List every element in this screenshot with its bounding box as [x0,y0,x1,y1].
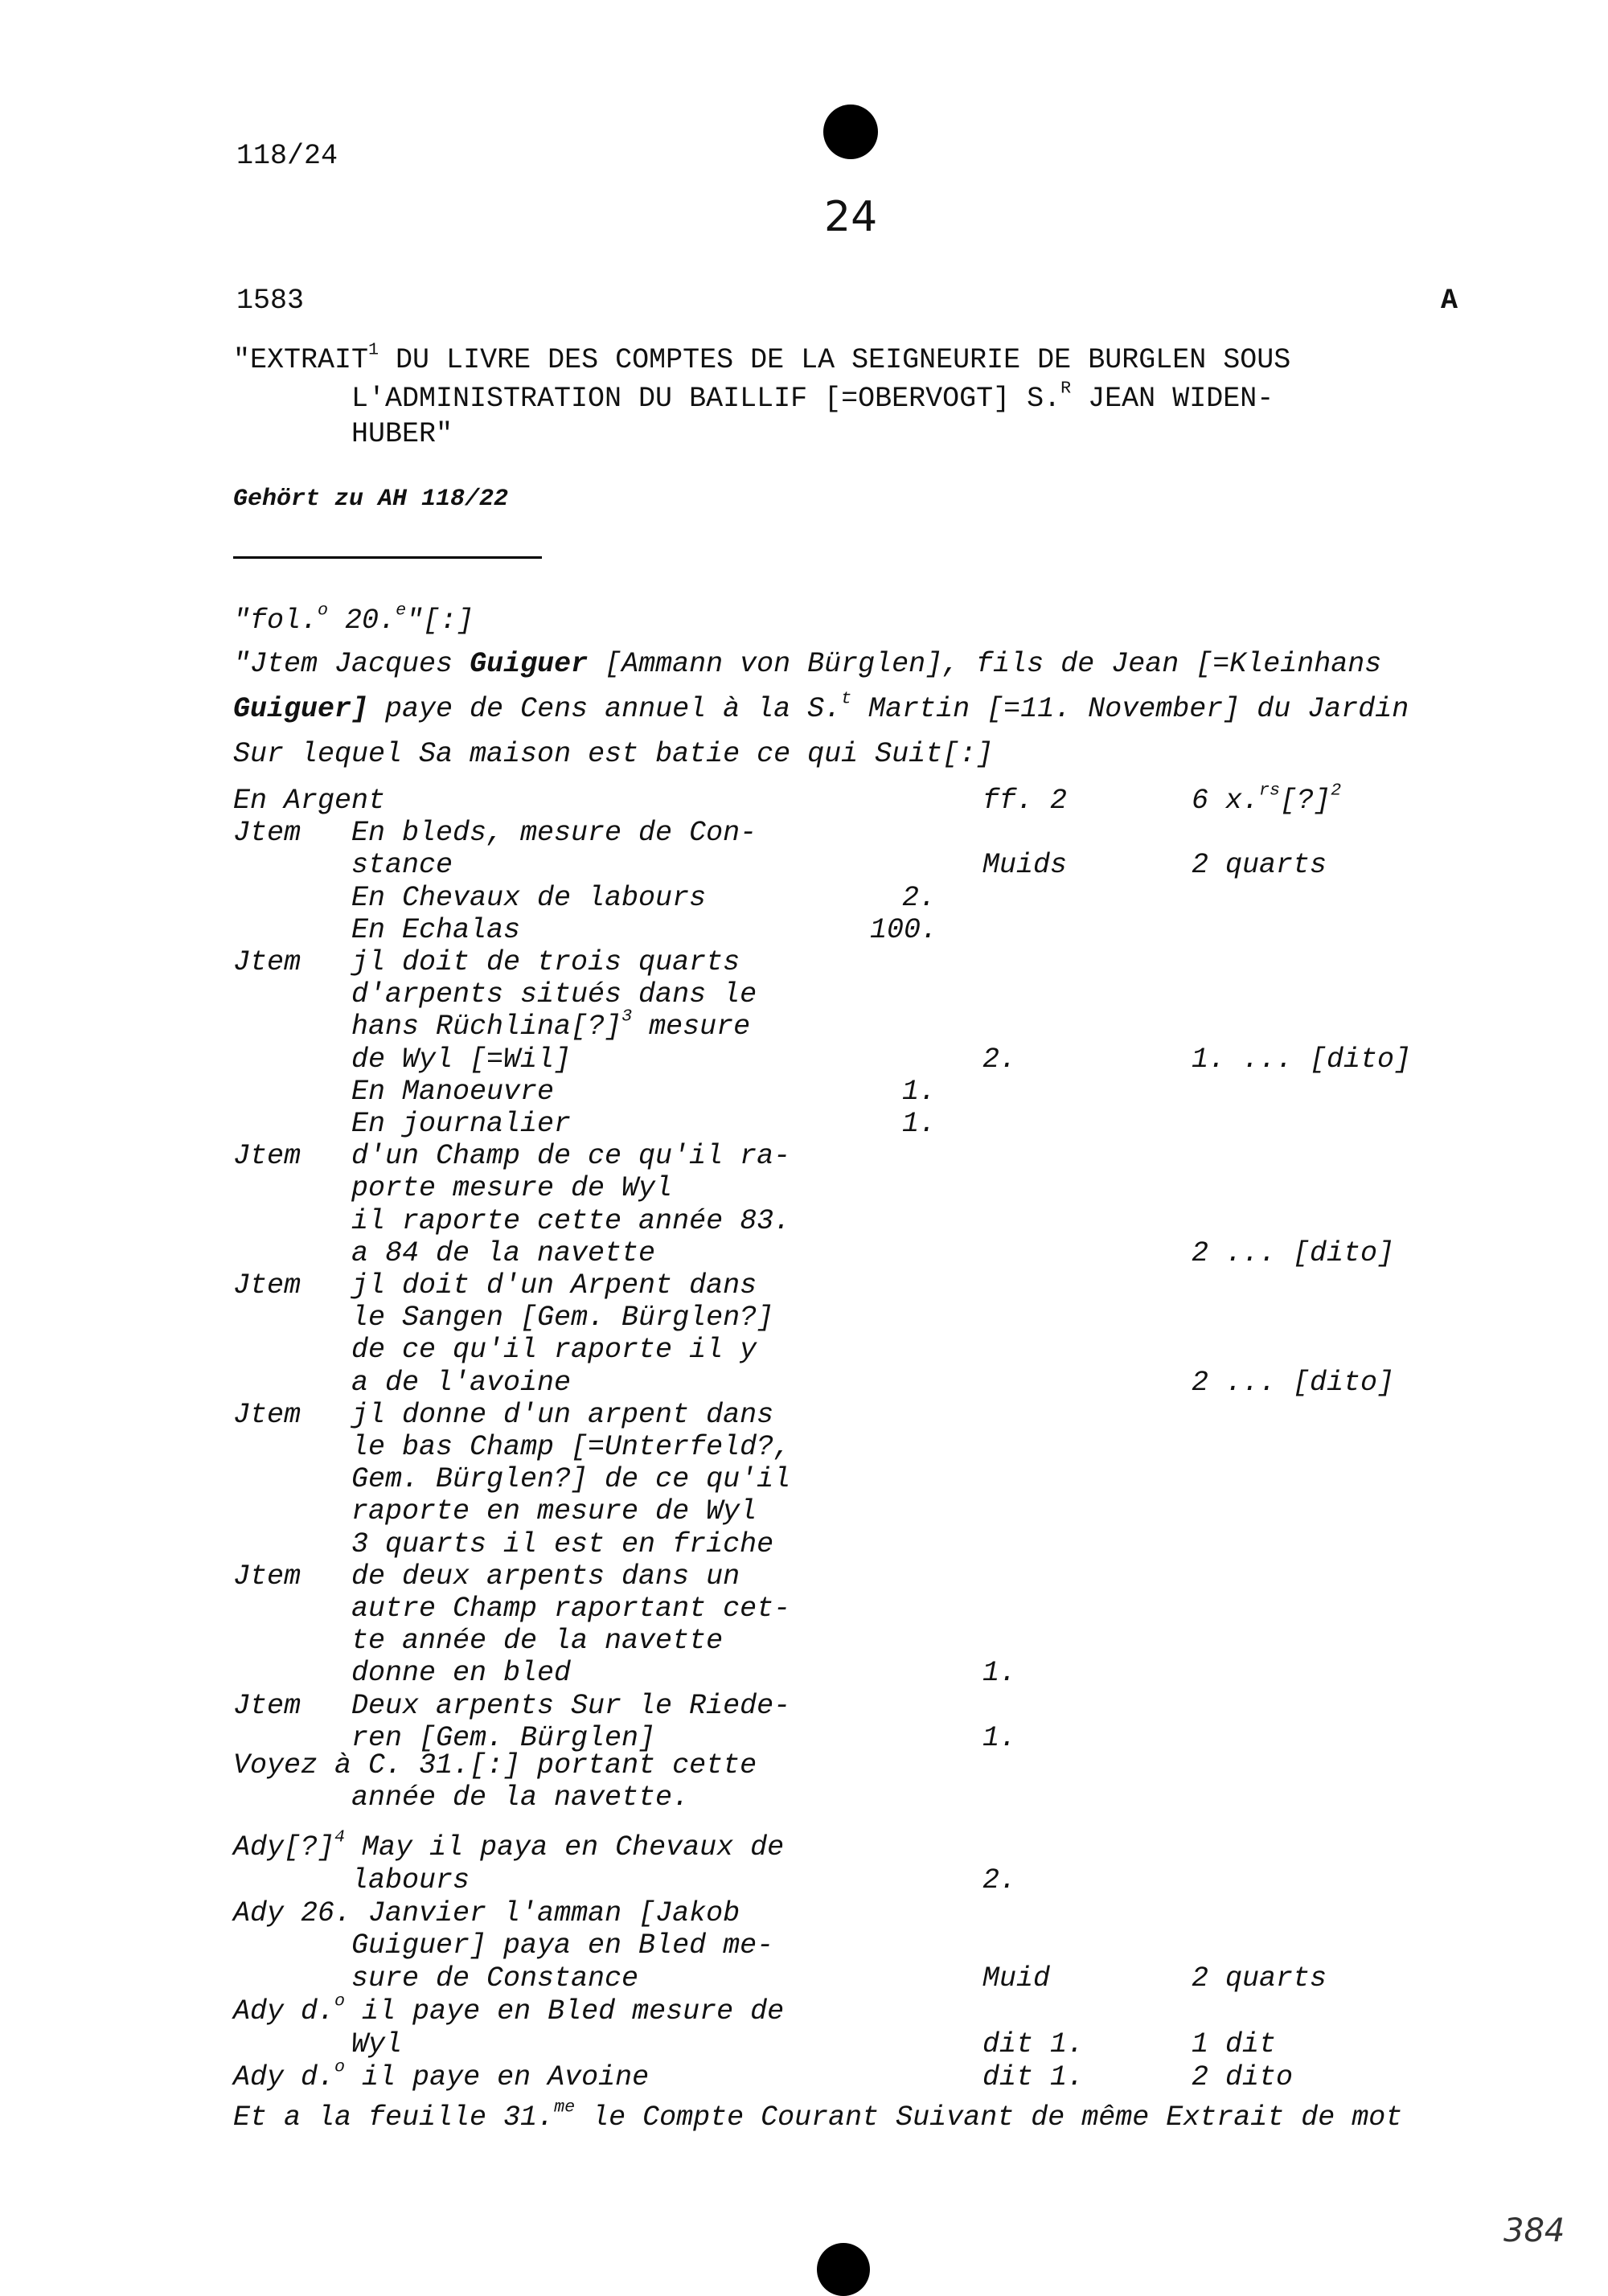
row-description: le bas Champ [=Unterfeld?, [351,1431,791,1463]
row-description: jl donne d'un arpent dans [351,1398,774,1431]
row-unit: 1. [982,1721,1017,1754]
row-value: 2 quarts [1192,849,1327,882]
voyez-line-1: Voyez à C. 31.[:] portant cette [233,1749,757,1781]
row-description: En bleds, mesure de Con- [351,817,757,850]
row-description: de deux arpents dans un [351,1560,740,1593]
intro-line-3: Sur lequel Sa maison est batie ce qui Suit[:] [233,738,994,770]
row-label: Jtem [233,1560,302,1593]
handwritten-archive-number: 384 [1503,2212,1565,2249]
row-unit: 2. [982,1043,1017,1076]
row-description: En journalier [351,1108,572,1140]
row-description: stance [351,849,453,882]
row-description: jl doit d'un Arpent dans [351,1269,757,1302]
row-description: jl doit de trois quarts [351,946,740,978]
row-label: En Argent [233,785,386,817]
ady-unit: Muid [982,1962,1051,1995]
row-description: En Manoeuvre [351,1075,555,1108]
row-description: hans Rüchlina[?]$^3$ mesure [351,1007,751,1043]
row-label: Jtem [233,1140,302,1173]
ady-value: 2 quarts [1192,1962,1327,1995]
ady-description: Guiguer] paya en Bled me- [351,1929,774,1962]
ady-description: sure de Constance [351,1962,639,1995]
row-label: Jtem [233,817,302,850]
row-description: de Wyl [=Wil] [351,1043,572,1076]
row-value: 2 ... [dito] [1192,1236,1395,1269]
ady-unit: 2. [982,1863,1017,1896]
row-description: porte mesure de Wyl [351,1172,673,1205]
ady-unit: dit 1. [982,2060,1085,2093]
ady-unit: dit 1. [982,2027,1085,2060]
row-description: il raporte cette année 83. [351,1204,791,1237]
row-description: donne en bled [351,1657,572,1690]
row-description: autre Champ raportant cet- [351,1593,791,1625]
punch-hole-bottom [817,2243,870,2296]
title-line-1: "EXTRAIT$^1$ DU LIVRE DES COMPTES DE LA SEIGNEURIE DE BURGLEN SOUS [233,339,1291,376]
row-label: Jtem [233,1689,302,1722]
row-value: 2 ... [dito] [1192,1366,1395,1399]
ady-value: 1 dit [1192,2027,1277,2060]
row-quantity: 1. [902,1108,937,1140]
title-line-2: L'ADMINISTRATION DU BAILLIF [=OBERVOGT] S.$^R$ JEAN WIDEN- [351,378,1274,415]
ady-entry: Ady 26. Janvier l'amman [Jakob [233,1896,740,1929]
row-description: En Echalas [351,913,521,946]
row-description: a de l'avoine [351,1366,572,1399]
title-line-3: HUBER" [351,418,453,450]
reference-number: 118/24 [236,140,338,172]
row-description: raporte en mesure de Wyl [351,1495,757,1528]
ady-entry: Ady[?]$^4$ May il paya en Chevaux de [233,1827,785,1863]
row-description: Gem. Bürglen?] de ce qu'il [351,1463,791,1496]
punch-hole-top [823,105,878,159]
row-label: Jtem [233,946,302,978]
row-description: le Sangen [Gem. Bürglen?] [351,1302,774,1335]
row-description: Deux arpents Sur le Riede- [351,1689,791,1722]
folio-reference: "fol.$^o$ 20.$^e$"[:] [233,600,474,637]
section-letter: A [1441,285,1458,317]
row-description: d'un Champ de ce qu'il ra- [351,1140,791,1173]
ady-entry: Ady d.$^o$ il paye en Avoine [233,2056,650,2093]
row-value: 6 x.$^{rs}$[?]$^2$ [1192,780,1342,817]
row-unit: 1. [982,1657,1017,1690]
intro-line-2: Guiguer] paye de Cens annuel à la S.$^t$ Martin [=11. November] du Jardin [233,688,1409,725]
ady-description: labours [351,1863,470,1896]
page-number: 24 [824,193,878,241]
row-quantity: 1. [902,1075,937,1108]
row-unit: ff. 2 [982,785,1068,817]
closing-line: Et a la feuille 31.$^{me}$ le Compte Courant Suivant de même Extrait de mot [233,2097,1403,2134]
row-value: 1. ... [dito] [1192,1043,1412,1076]
row-unit: Muids [982,849,1068,882]
row-description: d'arpents situés dans le [351,978,757,1011]
row-quantity: 2. [902,881,937,914]
year: 1583 [236,285,305,317]
ady-description: Wyl [351,2027,403,2060]
intro-line-1: "Jtem Jacques Guiguer [Ammann von Bürglen], fils de Jean [=Kleinhans [233,648,1382,680]
ady-value: 2 dito [1192,2060,1294,2093]
separator-rule [233,556,542,559]
row-label: Jtem [233,1398,302,1431]
voyez-line-2: année de la navette. [351,1781,690,1814]
row-description: a 84 de la navette [351,1236,656,1269]
row-description: ren [Gem. Bürglen] [351,1721,656,1754]
row-description: 3 quarts il est en friche [351,1527,774,1560]
belongs-to-note: Gehört zu AH 118/22 [233,486,509,513]
row-description: En Chevaux de labours [351,881,707,914]
row-label: Jtem [233,1269,302,1302]
row-description: te année de la navette [351,1625,724,1658]
row-quantity: 100. [870,913,938,946]
ady-entry: Ady d.$^o$ il paye en Bled mesure de [233,1991,785,2027]
row-description: de ce qu'il raporte il y [351,1334,757,1367]
